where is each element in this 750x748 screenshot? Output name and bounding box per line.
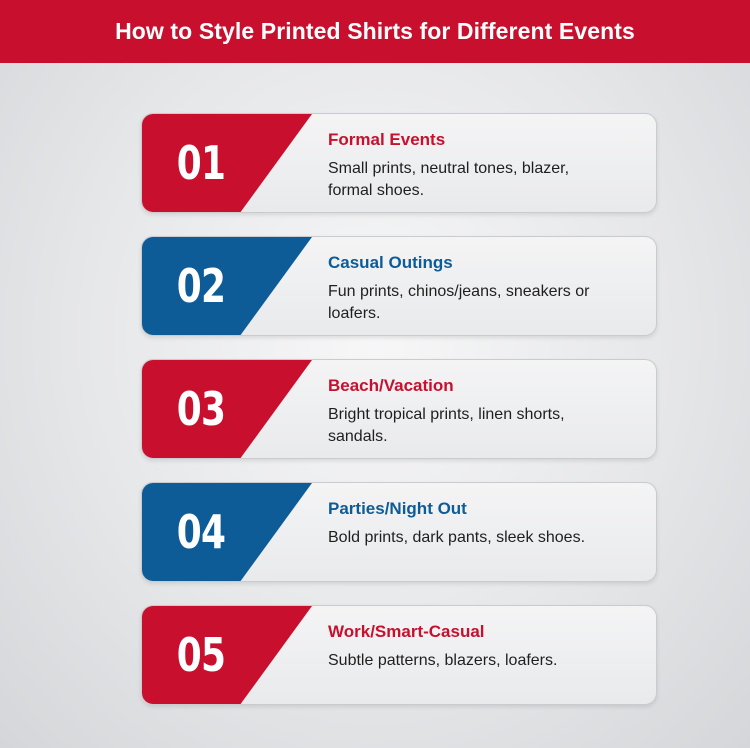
item-description: Fun prints, chinos/jeans, sneakers or loafers.	[328, 283, 590, 322]
item-title: Beach/Vacation	[328, 376, 454, 395]
item-description: Small prints, neutral tones, blazer, formal shoes.	[328, 160, 570, 199]
event-card-parties	[141, 482, 657, 582]
item-description: Bright tropical prints, linen shorts, sandals.	[328, 406, 565, 445]
item-description: Bold prints, dark pants, sleek shoes.	[328, 529, 586, 546]
item-title: Formal Events	[328, 130, 446, 149]
item-number: 01	[176, 136, 226, 190]
item-number: 03	[176, 382, 226, 436]
page-title: How to Style Printed Shirts for Different Events	[115, 18, 635, 44]
item-description: Subtle patterns, blazers, loafers.	[328, 652, 558, 669]
event-card-formal	[141, 113, 657, 213]
item-number: 04	[176, 505, 226, 559]
event-card-work	[141, 605, 657, 705]
event-card-beach	[141, 359, 657, 459]
event-card-casual	[141, 236, 657, 336]
item-number: 05	[176, 628, 226, 682]
item-title: Casual Outings	[328, 253, 453, 272]
header-banner	[0, 0, 750, 63]
item-title: Parties/Night Out	[328, 499, 467, 518]
item-title: Work/Smart-Casual	[328, 622, 485, 641]
event-list	[141, 113, 657, 728]
item-number: 02	[176, 259, 226, 313]
